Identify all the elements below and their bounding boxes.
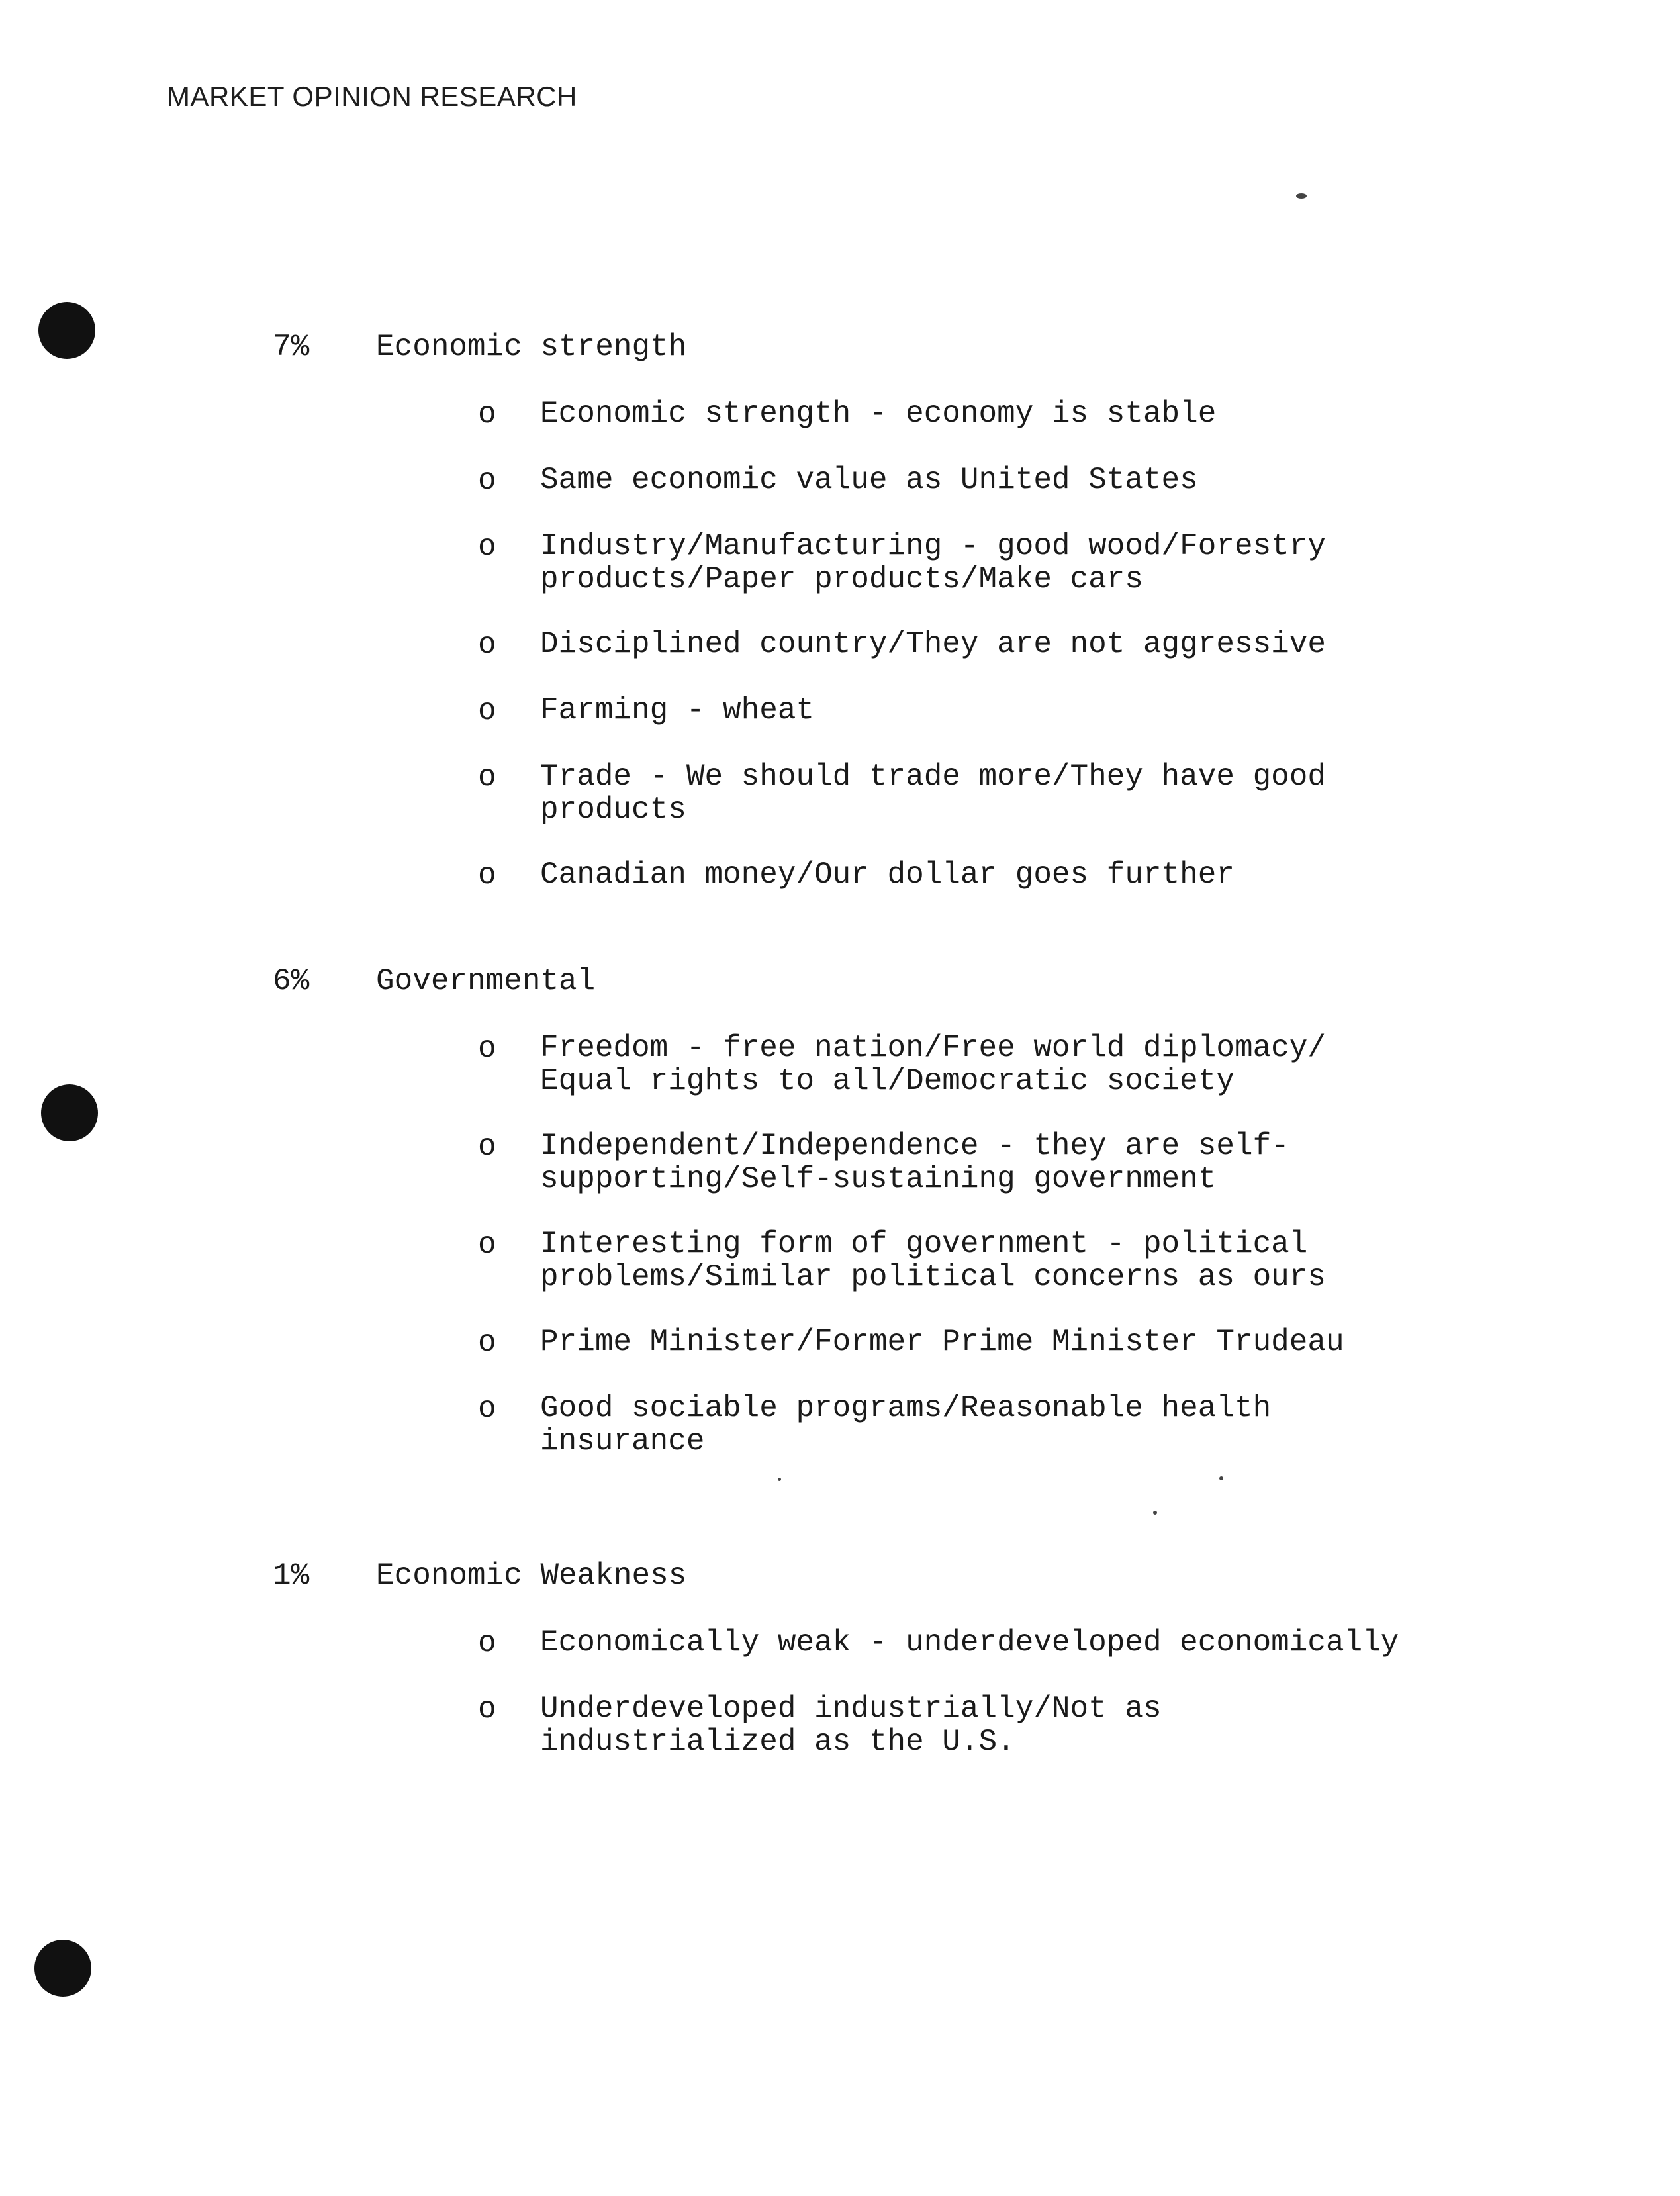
item-text: Industry/Manufacturing - good wood/Forestry products/Paper products/Make cars [540, 529, 1326, 597]
list-item [0, 397, 1680, 432]
list-item [0, 760, 1680, 826]
item-text: Canadian money/Our dollar goes further [540, 857, 1235, 892]
bullet: o [478, 694, 496, 728]
list-item [0, 694, 1680, 728]
list-item [0, 463, 1680, 498]
section-title: Economic strength [376, 330, 687, 364]
section-title: Economic Weakness [376, 1558, 687, 1593]
item-text: Same economic value as United States [540, 463, 1198, 497]
bullet: o [478, 463, 496, 498]
item-list [0, 397, 1680, 892]
item-text: Independent/Independence - they are self- supporting/Self-sustaining government [540, 1129, 1289, 1196]
section-percent: 6% [273, 964, 310, 998]
bullet: o [478, 1392, 496, 1426]
item-text: Farming - wheat [540, 693, 815, 728]
item-text: Trade - We should trade more/They have good products [540, 759, 1326, 827]
section-title: Governmental [376, 964, 596, 998]
bullet: o [478, 1031, 496, 1066]
bullet: o [478, 760, 496, 794]
item-list [0, 1031, 1680, 1458]
bullet: o [478, 397, 496, 432]
list-item [0, 1692, 1680, 1758]
list-item [0, 1325, 1680, 1360]
list-item [0, 530, 1680, 596]
letterhead: MARKET OPINION RESEARCH [167, 81, 577, 112]
section-percent: 7% [273, 330, 310, 364]
section-governmental [0, 964, 1680, 1490]
bullet: o [478, 1129, 496, 1164]
item-text: Economic strength - economy is stable [540, 397, 1217, 431]
section-header [0, 964, 1680, 1004]
item-text: Disciplined country/They are not aggressive [540, 627, 1326, 661]
scan-speck [1153, 1511, 1157, 1515]
bullet: o [478, 628, 496, 662]
item-text: Freedom - free nation/Free world diplomacy/ Equal rights to all/Democratic society [540, 1031, 1326, 1098]
item-text: Good sociable programs/Reasonable health insurance [540, 1391, 1272, 1458]
bullet: o [478, 1227, 496, 1262]
bullet: o [478, 1626, 496, 1660]
item-text: Economically weak - underdeveloped economically [540, 1625, 1399, 1660]
list-item [0, 1129, 1680, 1196]
section-header [0, 1558, 1680, 1598]
section-header [0, 330, 1680, 369]
bullet: o [478, 530, 496, 564]
item-text: Prime Minister/Former Prime Minister Trudeau [540, 1325, 1344, 1359]
list-item [0, 1626, 1680, 1660]
item-list [0, 1626, 1680, 1758]
scan-speck [1296, 193, 1307, 199]
list-item [0, 1227, 1680, 1294]
section-economic-weakness [0, 1558, 1680, 1790]
list-item [0, 858, 1680, 892]
item-text: Interesting form of government - political problems/Similar political concerns as ours [540, 1227, 1326, 1294]
bullet: o [478, 1325, 496, 1360]
item-text: Underdeveloped industrially/Not as industrialized as the U.S. [540, 1692, 1162, 1759]
bullet: o [478, 858, 496, 892]
list-item [0, 1392, 1680, 1458]
section-percent: 1% [273, 1558, 310, 1593]
list-item [0, 628, 1680, 662]
bullet: o [478, 1692, 496, 1727]
list-item [0, 1031, 1680, 1098]
punch-hole-bottom [34, 1940, 91, 1997]
section-economic-strength [0, 330, 1680, 924]
